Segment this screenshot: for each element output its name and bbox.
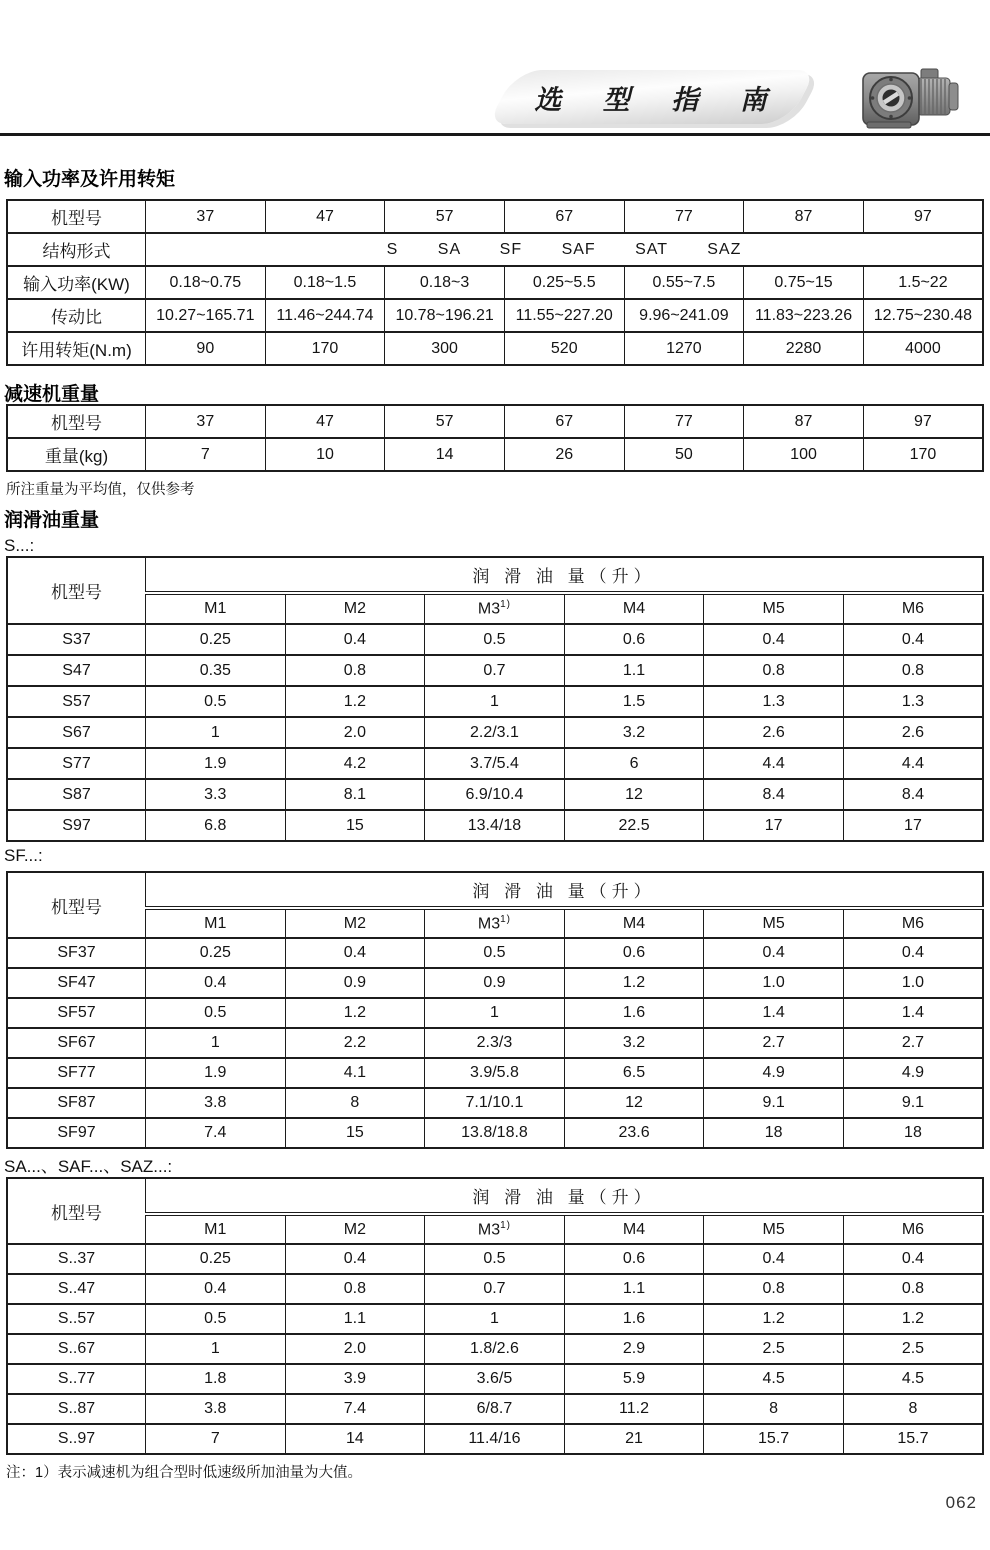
oil-value-cell: 1 — [425, 1304, 565, 1334]
model-cell: S..87 — [7, 1394, 146, 1424]
model-cell: SF47 — [7, 968, 146, 998]
oil-value-cell: 1.2 — [564, 968, 704, 998]
model-cell: S..67 — [7, 1334, 146, 1364]
oil-value-cell: 1.0 — [704, 968, 844, 998]
m-column-header: M5 — [704, 908, 844, 938]
oil-value-cell: 4.9 — [704, 1058, 844, 1088]
m-column-header: M2 — [285, 1214, 425, 1244]
oil-value-cell: 3.7/5.4 — [425, 748, 565, 779]
oil-header-row — [7, 1178, 983, 1214]
oil-value-cell: 6.8 — [146, 810, 286, 841]
section-banner — [502, 70, 802, 124]
m-column-header: M6 — [843, 908, 983, 938]
value-cell: 170 — [265, 332, 385, 365]
value-cell: 77 — [624, 405, 744, 438]
span-cell: S SA SF SAF SAT SAZ — [146, 233, 984, 266]
oil-value-cell: 0.35 — [146, 655, 286, 686]
oil-value-cell: 1.0 — [843, 968, 983, 998]
oil-value-cell: 21 — [564, 1424, 704, 1454]
m-column-header: M3$^{1)}$ — [425, 593, 565, 624]
value-cell: 87 — [744, 200, 864, 233]
m-column-header: M1 — [146, 908, 286, 938]
oil-value-cell: 15 — [285, 810, 425, 841]
oil-value-cell: 4.5 — [843, 1364, 983, 1394]
oil-value-cell: 3.8 — [146, 1394, 286, 1424]
oil-value-cell: 7.4 — [285, 1394, 425, 1424]
value-cell: 67 — [504, 200, 624, 233]
model-cell: SF97 — [7, 1118, 146, 1148]
row-label: 许用转矩(N.m) — [7, 332, 146, 365]
oil-header-row — [7, 557, 983, 593]
oil-value-cell: 15.7 — [704, 1424, 844, 1454]
value-cell: 50 — [624, 438, 744, 471]
oil-value-cell: 0.4 — [285, 1244, 425, 1274]
oil-value-cell: 4.1 — [285, 1058, 425, 1088]
oil-data-row — [7, 748, 983, 779]
value-cell: 1270 — [624, 332, 744, 365]
oil-data-row — [7, 1334, 983, 1364]
oil-data-row — [7, 686, 983, 717]
oil-value-cell: 7 — [146, 1424, 286, 1454]
page-number: 062 — [945, 1493, 977, 1512]
oil-value-cell: 2.7 — [843, 1028, 983, 1058]
oil-value-cell: 0.7 — [425, 1274, 565, 1304]
oil-value-cell: 1.2 — [843, 1304, 983, 1334]
oil-value-cell: 1 — [425, 686, 565, 717]
oil-value-cell: 13.8/18.8 — [425, 1118, 565, 1148]
value-cell: 11.83~223.26 — [744, 299, 864, 332]
oil-value-cell: 1.5 — [564, 686, 704, 717]
oil-value-cell: 0.5 — [146, 686, 286, 717]
row-label: 机型号 — [7, 405, 146, 438]
oil-value-cell: 2.6 — [843, 717, 983, 748]
oil-value-cell: 12 — [564, 1088, 704, 1118]
oil-value-cell: 0.4 — [285, 624, 425, 655]
oil-value-cell: 0.5 — [146, 998, 286, 1028]
oil-value-cell: 11.2 — [564, 1394, 704, 1424]
oil-value-cell: 0.5 — [425, 1244, 565, 1274]
section-title-oil: 润滑油重量 — [4, 510, 100, 531]
model-cell: SF77 — [7, 1058, 146, 1088]
oil-data-row — [7, 1028, 983, 1058]
oil-value-cell: 3.8 — [146, 1088, 286, 1118]
oil-value-cell: 1.4 — [704, 998, 844, 1028]
value-cell: 47 — [265, 200, 385, 233]
model-cell: S47 — [7, 655, 146, 686]
gear-reducer-motor-image — [858, 60, 966, 134]
oil-amount-header: 润 滑 油 量（升） — [146, 1178, 984, 1214]
oil-value-cell: 5.9 — [564, 1364, 704, 1394]
oil-value-cell: 4.9 — [843, 1058, 983, 1088]
power-torque-table — [6, 199, 984, 366]
oil-value-cell: 8 — [704, 1394, 844, 1424]
oil-table-sf — [6, 871, 984, 1149]
oil-value-cell: 6/8.7 — [425, 1394, 565, 1424]
oil-value-cell: 12 — [564, 779, 704, 810]
model-cell: S97 — [7, 810, 146, 841]
oil-value-cell: 1.1 — [564, 1274, 704, 1304]
oil-value-cell: 1.6 — [564, 1304, 704, 1334]
m-column-header: M6 — [843, 1214, 983, 1244]
oil-value-cell: 4.4 — [843, 748, 983, 779]
oil-value-cell: 3.3 — [146, 779, 286, 810]
oil-value-cell: 14 — [285, 1424, 425, 1454]
oil-value-cell: 0.4 — [843, 938, 983, 968]
oil-value-cell: 0.9 — [425, 968, 565, 998]
value-cell: 77 — [624, 200, 744, 233]
oil-value-cell: 0.8 — [843, 1274, 983, 1304]
oil-value-cell: 18 — [843, 1118, 983, 1148]
oil-value-cell: 17 — [704, 810, 844, 841]
value-cell: 7 — [146, 438, 266, 471]
m-column-header: M4 — [564, 593, 704, 624]
model-cell: SF67 — [7, 1028, 146, 1058]
value-cell: 0.75~15 — [744, 266, 864, 299]
oil-value-cell: 1 — [146, 1334, 286, 1364]
oil-value-cell: 0.5 — [146, 1304, 286, 1334]
oil-value-cell: 0.8 — [285, 655, 425, 686]
oil-value-cell: 0.5 — [425, 938, 565, 968]
table-row — [7, 438, 983, 471]
oil-data-row — [7, 810, 983, 841]
oil-value-cell: 0.4 — [146, 1274, 286, 1304]
oil-value-cell: 2.9 — [564, 1334, 704, 1364]
oil-value-cell: 1 — [425, 998, 565, 1028]
table-row — [7, 299, 983, 332]
value-cell: 11.55~227.20 — [504, 299, 624, 332]
oil-value-cell: 3.9/5.8 — [425, 1058, 565, 1088]
oil-data-row — [7, 655, 983, 686]
oil-value-cell: 0.4 — [285, 938, 425, 968]
oil-value-cell: 0.8 — [704, 1274, 844, 1304]
model-cell: S..97 — [7, 1424, 146, 1454]
oil-value-cell: 0.4 — [146, 968, 286, 998]
oil-value-cell: 6.5 — [564, 1058, 704, 1088]
oil-value-cell: 1 — [146, 717, 286, 748]
value-cell: 0.25~5.5 — [504, 266, 624, 299]
oil-value-cell: 0.8 — [843, 655, 983, 686]
oil-value-cell: 3.6/5 — [425, 1364, 565, 1394]
value-cell: 0.18~3 — [385, 266, 505, 299]
m-column-header: M1 — [146, 593, 286, 624]
row-label: 结构形式 — [7, 233, 146, 266]
oil-value-cell: 9.1 — [704, 1088, 844, 1118]
model-column-header: 机型号 — [7, 557, 146, 624]
oil-data-row — [7, 779, 983, 810]
oil-data-row — [7, 1088, 983, 1118]
oil-data-row — [7, 1274, 983, 1304]
oil-data-row — [7, 1364, 983, 1394]
oil-value-cell: 1.6 — [564, 998, 704, 1028]
oil-value-cell: 6 — [564, 748, 704, 779]
section-title-power-torque: 输入功率及许用转矩 — [4, 169, 176, 190]
oil-value-cell: 0.7 — [425, 655, 565, 686]
oil-value-cell: 1 — [146, 1028, 286, 1058]
oil-value-cell: 2.0 — [285, 1334, 425, 1364]
oil-value-cell: 0.6 — [564, 1244, 704, 1274]
m3-footnote-mark: 1) — [500, 1219, 512, 1231]
oil-value-cell: 1.8/2.6 — [425, 1334, 565, 1364]
oil-value-cell: 0.4 — [843, 1244, 983, 1274]
model-cell: SF37 — [7, 938, 146, 968]
oil-value-cell: 3.9 — [285, 1364, 425, 1394]
model-cell: S87 — [7, 779, 146, 810]
value-cell: 26 — [504, 438, 624, 471]
oil-value-cell: 1.1 — [285, 1304, 425, 1334]
model-cell: S..77 — [7, 1364, 146, 1394]
oil-value-cell: 1.8 — [146, 1364, 286, 1394]
m-column-header: M3$^{1)}$ — [425, 908, 565, 938]
value-cell: 37 — [146, 405, 266, 438]
oil-value-cell: 0.9 — [285, 968, 425, 998]
value-cell: 300 — [385, 332, 505, 365]
m-column-header: M3$^{1)}$ — [425, 1214, 565, 1244]
oil-value-cell: 8.1 — [285, 779, 425, 810]
value-cell: 97 — [863, 405, 983, 438]
oil-value-cell: 1.2 — [704, 1304, 844, 1334]
banner-title: 选 型 指 南 — [534, 84, 784, 115]
header-divider-rule — [0, 133, 990, 136]
model-cell: SF57 — [7, 998, 146, 1028]
oil-value-cell: 8 — [285, 1088, 425, 1118]
oil-value-cell: 2.6 — [704, 717, 844, 748]
oil-value-cell: 1.2 — [285, 686, 425, 717]
value-cell: 9.96~241.09 — [624, 299, 744, 332]
oil-value-cell: 1.2 — [285, 998, 425, 1028]
oil-table-s — [6, 556, 984, 842]
oil-value-cell: 3.2 — [564, 717, 704, 748]
m-column-header: M4 — [564, 908, 704, 938]
oil-value-cell: 1.3 — [704, 686, 844, 717]
m-column-header: M1 — [146, 1214, 286, 1244]
oil-value-cell: 23.6 — [564, 1118, 704, 1148]
footnote: 注：1）表示减速机为组合型时低速级所加油量为大值。 — [6, 1465, 363, 1481]
value-cell: 87 — [744, 405, 864, 438]
oil-subheader-row — [7, 593, 983, 624]
value-cell: 0.18~0.75 — [146, 266, 266, 299]
oil-value-cell: 0.8 — [704, 655, 844, 686]
oil-data-row — [7, 1058, 983, 1088]
model-cell: SF87 — [7, 1088, 146, 1118]
table-row — [7, 266, 983, 299]
value-cell: 67 — [504, 405, 624, 438]
m-column-header: M5 — [704, 593, 844, 624]
value-cell: 10.27~165.71 — [146, 299, 266, 332]
oil-amount-header: 润 滑 油 量（升） — [146, 557, 984, 593]
value-cell: 10 — [265, 438, 385, 471]
m3-footnote-mark: 1) — [500, 599, 512, 611]
model-cell: S37 — [7, 624, 146, 655]
oil-value-cell: 0.4 — [843, 624, 983, 655]
oil-value-cell: 1.3 — [843, 686, 983, 717]
oil-value-cell: 0.25 — [146, 1244, 286, 1274]
m-column-header: M5 — [704, 1214, 844, 1244]
table-row — [7, 233, 983, 266]
oil-value-cell: 0.6 — [564, 938, 704, 968]
oil-value-cell: 0.25 — [146, 938, 286, 968]
oil-value-cell: 22.5 — [564, 810, 704, 841]
oil-value-cell: 2.7 — [704, 1028, 844, 1058]
value-cell: 97 — [863, 200, 983, 233]
value-cell: 14 — [385, 438, 505, 471]
value-cell: 0.18~1.5 — [265, 266, 385, 299]
oil-value-cell: 8 — [843, 1394, 983, 1424]
oil-value-cell: 7.4 — [146, 1118, 286, 1148]
value-cell: 57 — [385, 200, 505, 233]
oil-table-label-s: S...: — [4, 536, 35, 555]
oil-value-cell: 1.9 — [146, 1058, 286, 1088]
oil-value-cell: 6.9/10.4 — [425, 779, 565, 810]
oil-value-cell: 3.2 — [564, 1028, 704, 1058]
oil-value-cell: 8.4 — [704, 779, 844, 810]
oil-value-cell: 0.4 — [704, 938, 844, 968]
oil-data-row — [7, 1304, 983, 1334]
oil-value-cell: 18 — [704, 1118, 844, 1148]
oil-header-row — [7, 872, 983, 908]
oil-data-row — [7, 1118, 983, 1148]
value-cell: 170 — [863, 438, 983, 471]
value-cell: 10.78~196.21 — [385, 299, 505, 332]
model-column-header: 机型号 — [7, 1178, 146, 1244]
oil-data-row — [7, 968, 983, 998]
model-cell: S..37 — [7, 1244, 146, 1274]
oil-data-row — [7, 938, 983, 968]
oil-value-cell: 1.1 — [564, 655, 704, 686]
oil-table-sa-saf-saz — [6, 1177, 984, 1455]
value-cell: 100 — [744, 438, 864, 471]
m3-footnote-mark: 1) — [500, 913, 512, 925]
m-column-header: M2 — [285, 908, 425, 938]
oil-value-cell: 2.5 — [704, 1334, 844, 1364]
oil-value-cell: 0.6 — [564, 624, 704, 655]
oil-data-row — [7, 624, 983, 655]
model-cell: S57 — [7, 686, 146, 717]
oil-value-cell: 0.25 — [146, 624, 286, 655]
value-cell: 37 — [146, 200, 266, 233]
value-cell: 90 — [146, 332, 266, 365]
oil-value-cell: 7.1/10.1 — [425, 1088, 565, 1118]
table-row — [7, 200, 983, 233]
m-column-header: M6 — [843, 593, 983, 624]
weight-note: 所注重量为平均值，仅供参考 — [6, 482, 195, 498]
oil-data-row — [7, 998, 983, 1028]
value-cell: 11.46~244.74 — [265, 299, 385, 332]
oil-value-cell: 13.4/18 — [425, 810, 565, 841]
row-label: 重量(kg) — [7, 438, 146, 471]
oil-amount-header: 润 滑 油 量（升） — [146, 872, 984, 908]
value-cell: 520 — [504, 332, 624, 365]
oil-value-cell: 1.4 — [843, 998, 983, 1028]
oil-data-row — [7, 1394, 983, 1424]
oil-table-label-sf: SF...: — [4, 846, 43, 865]
oil-value-cell: 4.4 — [704, 748, 844, 779]
model-column-header: 机型号 — [7, 872, 146, 938]
oil-value-cell: 0.4 — [704, 1244, 844, 1274]
model-cell: S67 — [7, 717, 146, 748]
row-label: 机型号 — [7, 200, 146, 233]
oil-value-cell: 2.2/3.1 — [425, 717, 565, 748]
oil-value-cell: 1.9 — [146, 748, 286, 779]
oil-value-cell: 2.3/3 — [425, 1028, 565, 1058]
oil-value-cell: 2.2 — [285, 1028, 425, 1058]
oil-subheader-row — [7, 908, 983, 938]
value-cell: 0.55~7.5 — [624, 266, 744, 299]
row-label: 输入功率(KW) — [7, 266, 146, 299]
model-cell: S..47 — [7, 1274, 146, 1304]
row-label: 传动比 — [7, 299, 146, 332]
section-title-weight: 减速机重量 — [4, 384, 100, 405]
value-cell: 4000 — [863, 332, 983, 365]
oil-value-cell: 15.7 — [843, 1424, 983, 1454]
model-cell: S77 — [7, 748, 146, 779]
value-cell: 12.75~230.48 — [863, 299, 983, 332]
oil-value-cell: 17 — [843, 810, 983, 841]
oil-value-cell: 0.8 — [285, 1274, 425, 1304]
oil-data-row — [7, 1244, 983, 1274]
oil-subheader-row — [7, 1214, 983, 1244]
m-column-header: M2 — [285, 593, 425, 624]
oil-value-cell: 2.5 — [843, 1334, 983, 1364]
oil-table-label-sa-saf-saz: SA...、SAF...、SAZ...: — [4, 1157, 173, 1176]
oil-value-cell: 0.4 — [704, 624, 844, 655]
model-cell: S..57 — [7, 1304, 146, 1334]
table-row — [7, 405, 983, 438]
oil-value-cell: 15 — [285, 1118, 425, 1148]
value-cell: 57 — [385, 405, 505, 438]
value-cell: 47 — [265, 405, 385, 438]
value-cell: 1.5~22 — [863, 266, 983, 299]
oil-value-cell: 9.1 — [843, 1088, 983, 1118]
oil-data-row — [7, 717, 983, 748]
table-row — [7, 332, 983, 365]
oil-value-cell: 0.5 — [425, 624, 565, 655]
oil-value-cell: 8.4 — [843, 779, 983, 810]
oil-value-cell: 2.0 — [285, 717, 425, 748]
value-cell: 2280 — [744, 332, 864, 365]
oil-value-cell: 11.4/16 — [425, 1424, 565, 1454]
m-column-header: M4 — [564, 1214, 704, 1244]
oil-value-cell: 4.2 — [285, 748, 425, 779]
oil-data-row — [7, 1424, 983, 1454]
oil-value-cell: 4.5 — [704, 1364, 844, 1394]
weight-table — [6, 404, 984, 472]
